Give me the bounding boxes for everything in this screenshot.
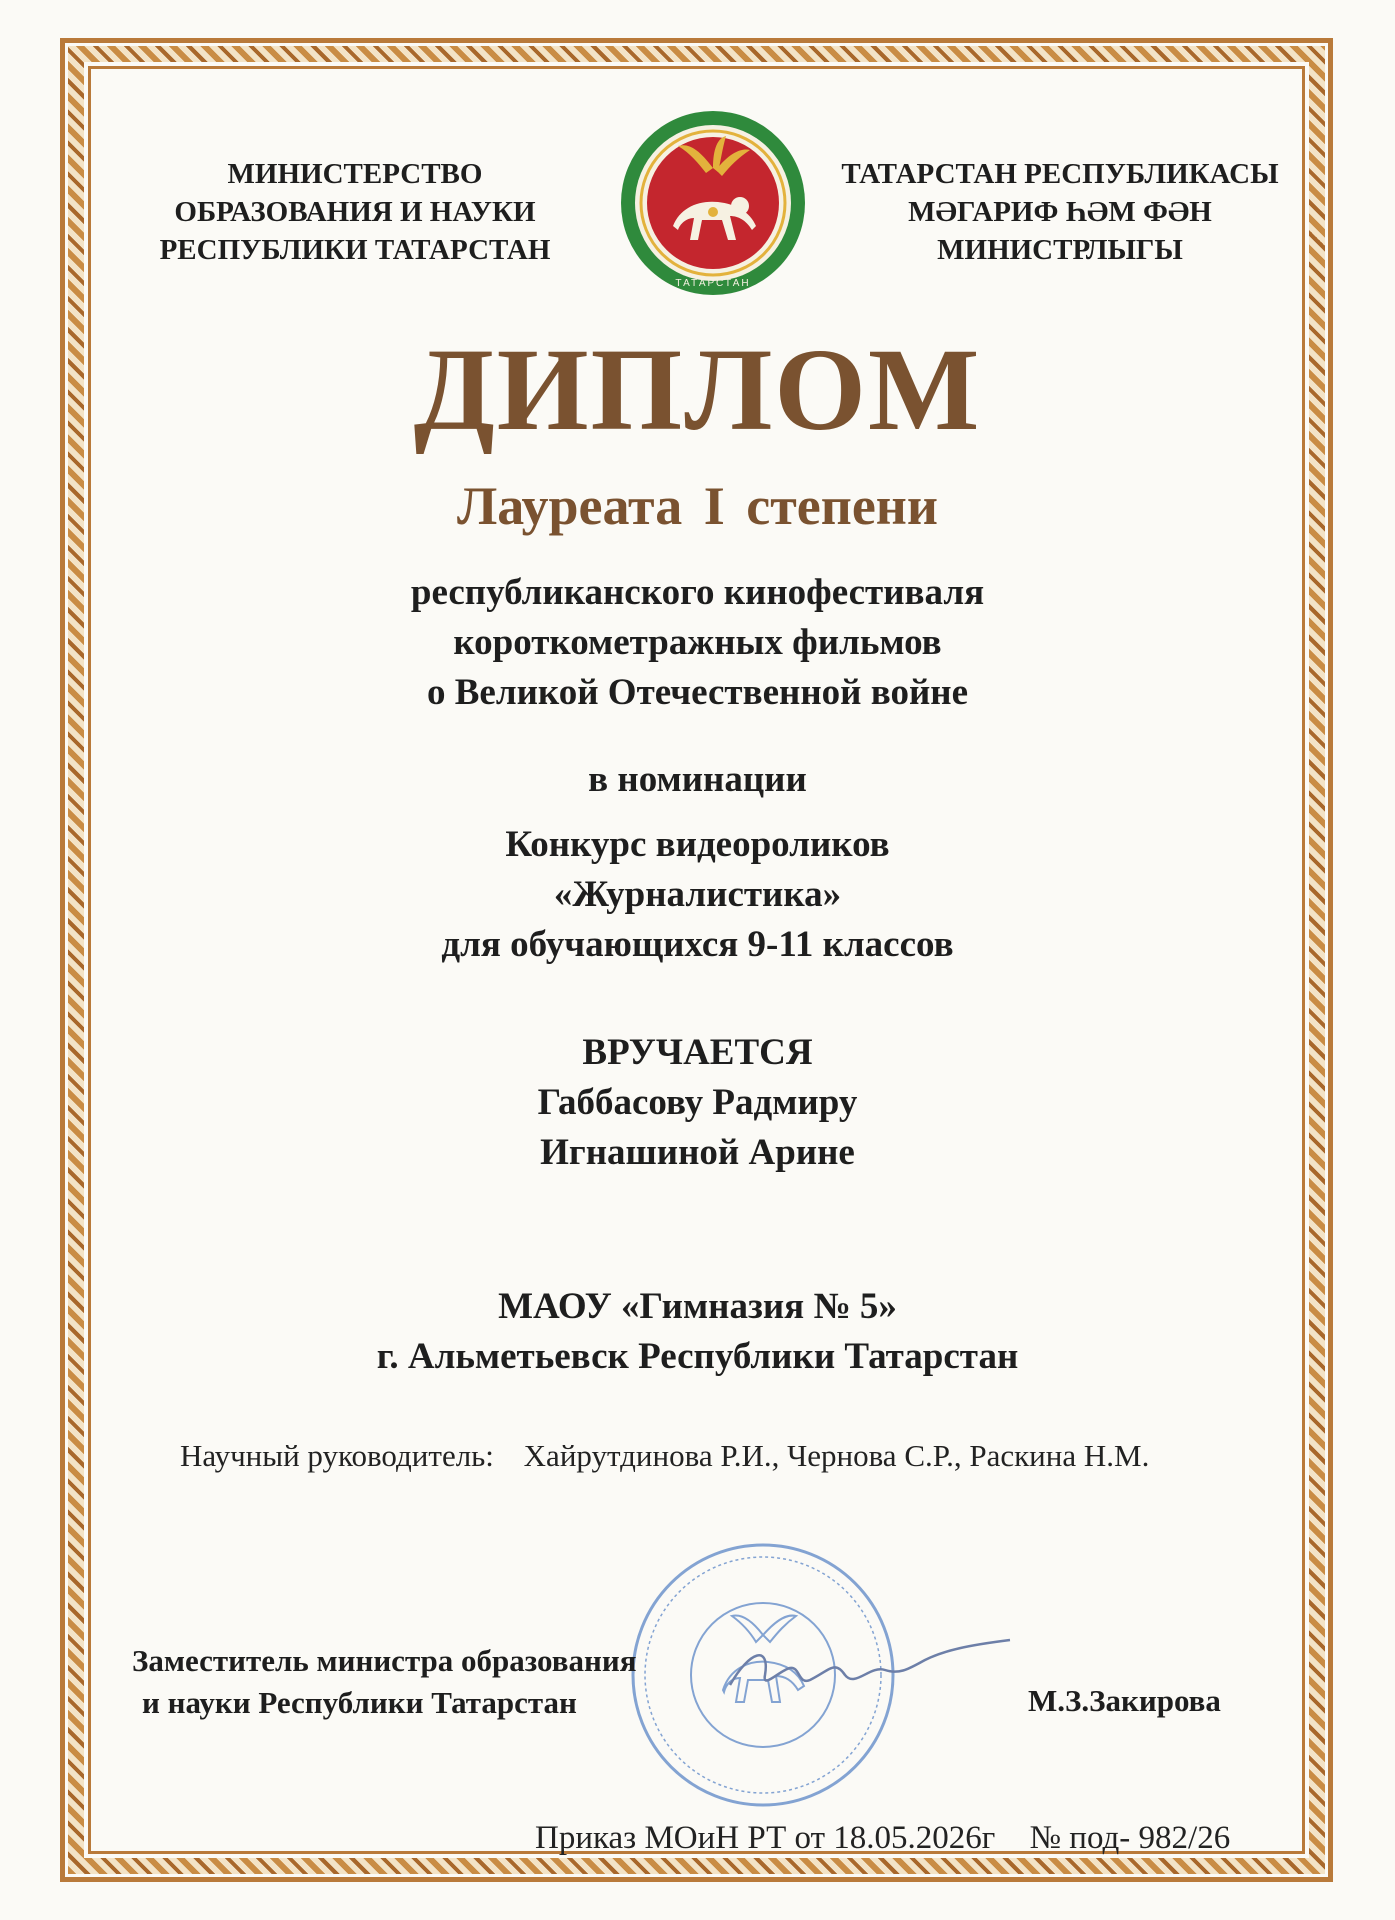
header-line: МӘГАРИФ ҺӘМ ФӘН [908,196,1212,228]
signatory-position [132,1640,637,1724]
nomination-line: Конкурс видеороликов [505,824,890,865]
ministry-header-tt [830,155,1290,269]
order-number: № под- 982/26 [1029,1820,1231,1856]
school-name: МАОУ «Гимназия № 5» [498,1286,897,1327]
header-line: ОБРАЗОВАНИЯ И НАУКИ [174,196,536,228]
nomination-intro [0,755,1395,805]
school-city: г. Альметьевск Республики Татарстан [376,1336,1019,1377]
festival-description [0,568,1395,718]
school-info [0,1282,1395,1382]
nomination-intro-text: в номинации [588,759,807,800]
header-line: ТАТАРСТАН РЕСПУБЛИКАСЫ [841,158,1279,190]
nomination-line: для обучающихся 9-11 классов [441,924,954,965]
position-line: Заместитель министра образования [132,1643,637,1678]
order-text: Приказ МОиН РТ от 18.05.2026г [535,1820,996,1856]
awarded-label: ВРУЧАЕТСЯ [582,1032,813,1073]
recipient-name: Игнашиной Арине [540,1132,855,1173]
ministry-header-ru [125,155,585,269]
emblem-caption: ТАТАРСТАН [675,278,751,289]
supervisor-line [180,1438,1149,1474]
diploma-title: ДИПЛОМ [413,324,982,455]
festival-line: республиканского кинофестиваля [410,572,985,613]
nomination [0,820,1395,970]
signatory-name: М.З.Закирова [1028,1683,1221,1718]
supervisor-names: Хайрутдинова Р.И., Чернова С.Р., Раскина Н.М. [523,1438,1150,1473]
header-line: МИНИСТЕРСТВО [227,158,483,190]
position-line: и науки Республики Татарстан [142,1685,577,1720]
nomination-line: «Журналистика» [553,874,842,915]
recipient-name: Габбасову Радмиру [537,1082,858,1123]
festival-line: короткометражных фильмов [453,622,942,663]
festival-line: о Великой Отечественной войне [426,672,969,713]
signature-icon [720,1630,1020,1710]
tatarstan-emblem-icon [618,108,808,298]
awarded-section [0,1028,1395,1178]
laureate-degree: Лауреата I степени [456,476,939,536]
order-reference [535,1820,1230,1857]
header-line: МИНИСТРЛЫГЫ [937,234,1183,266]
supervisor-label: Научный руководитель: [180,1438,494,1473]
header-line: РЕСПУБЛИКИ ТАТАРСТАН [159,234,551,266]
